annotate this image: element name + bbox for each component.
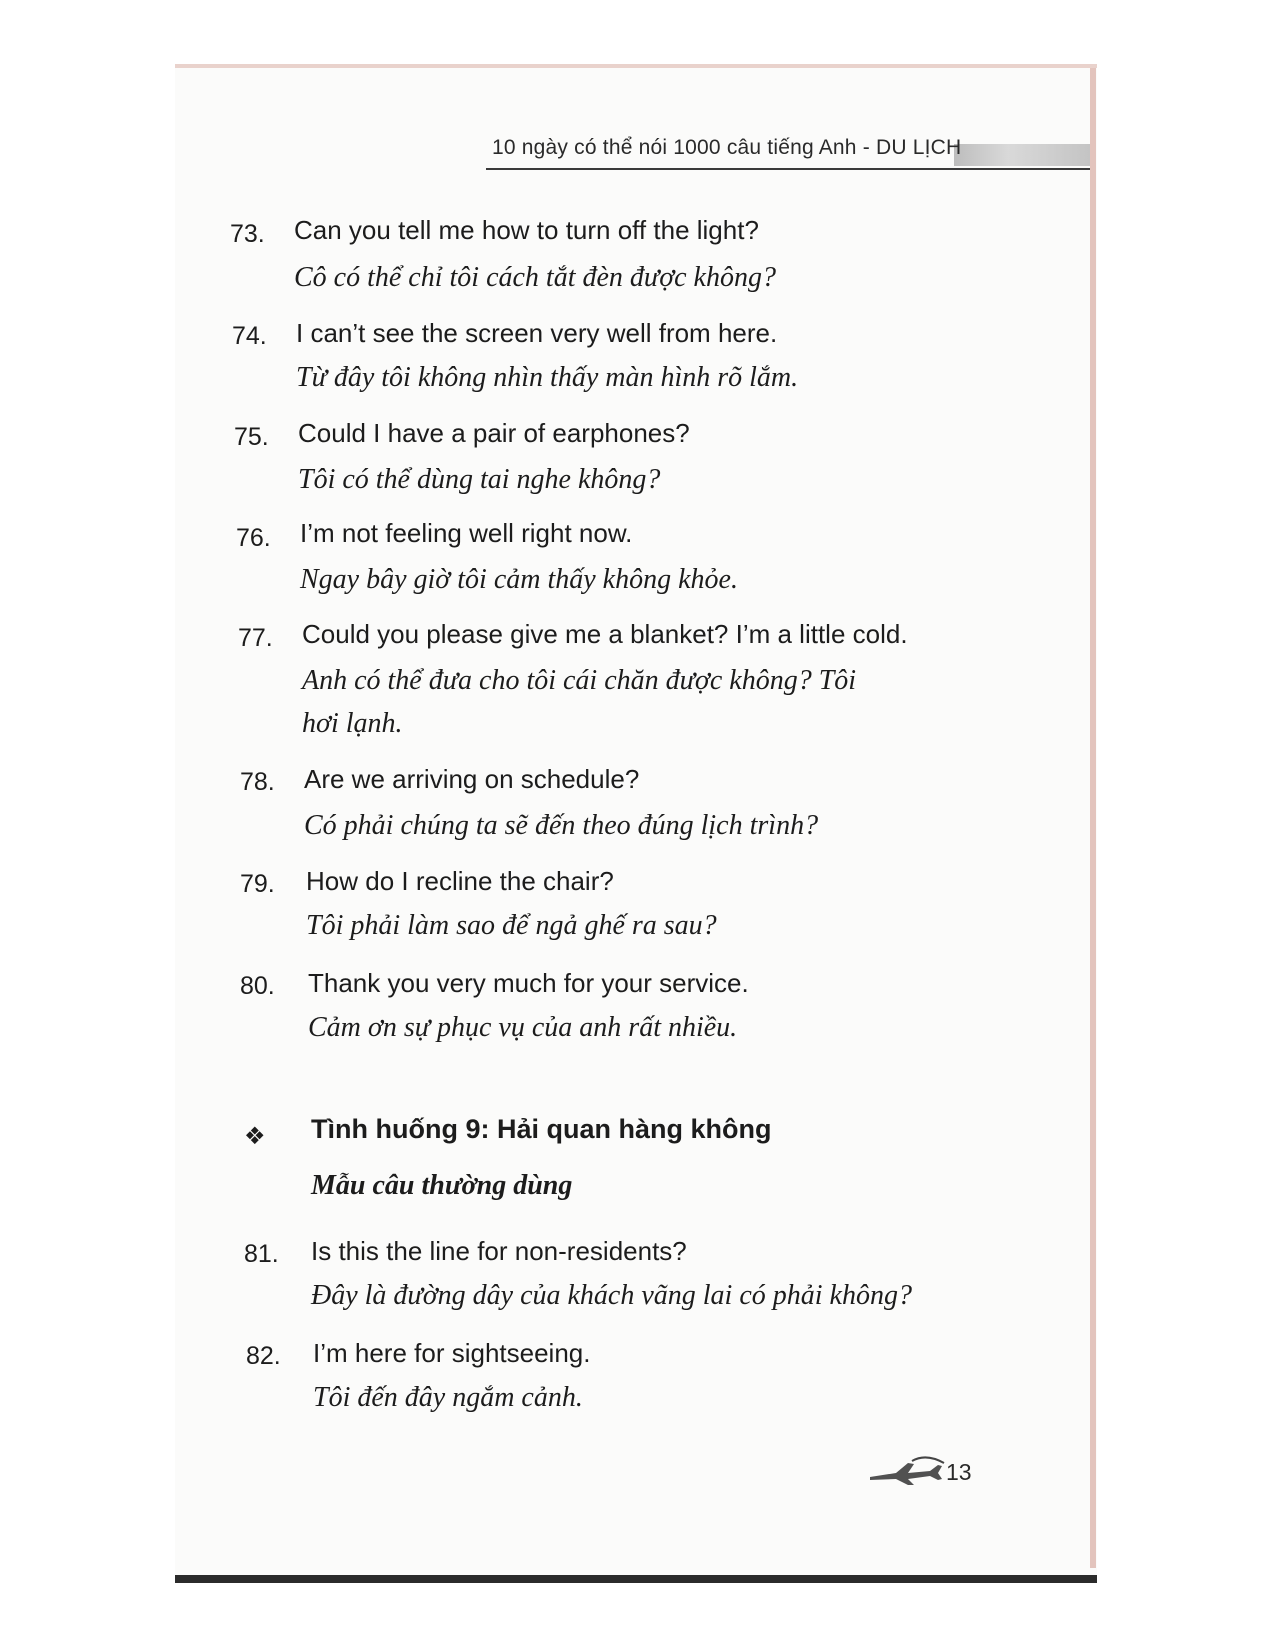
- entry-74-english: I can’t see the screen very well from here.: [296, 318, 778, 348]
- entry-81-number: 81.: [244, 1240, 279, 1268]
- header-tab-decoration: [954, 144, 1090, 166]
- entry-81-english: Is this the line for non-residents?: [311, 1236, 687, 1266]
- entry-76-vietnamese: Ngay bây giờ tôi cảm thấy không khỏe.: [300, 564, 738, 595]
- entry-77-english: Could you please give me a blanket? I’m a little cold.: [302, 619, 908, 649]
- entry-78-number: 78.: [240, 768, 275, 796]
- page-number: 13: [946, 1459, 972, 1485]
- page-right-edge: [1090, 68, 1096, 1568]
- entry-79-number: 79.: [240, 870, 275, 898]
- entry-82-vietnamese: Tôi đến đây ngắm cảnh.: [313, 1382, 583, 1413]
- entry-73-english: Can you tell me how to turn off the light?: [294, 215, 759, 245]
- section-title: Tình huống 9: Hải quan hàng không: [311, 1114, 772, 1144]
- entry-79-english: How do I recline the chair?: [306, 866, 614, 896]
- header-rule: [486, 168, 1090, 170]
- entry-73-vietnamese: Cô có thể chỉ tôi cách tắt đèn được không?: [294, 262, 776, 293]
- entry-77-vietnamese: Anh có thể đưa cho tôi cái chăn được không? Tôi: [302, 665, 857, 696]
- entry-80-english: Thank you very much for your service.: [308, 968, 749, 998]
- page-bottom-edge: [175, 1575, 1097, 1583]
- running-header: 10 ngày có thể nói 1000 câu tiếng Anh - DU LỊCH: [492, 136, 962, 159]
- entry-80-vietnamese: Cảm ơn sự phục vụ của anh rất nhiều.: [308, 1012, 738, 1043]
- entry-76-english: I’m not feeling well right now.: [300, 518, 633, 548]
- page-top-edge: [175, 64, 1097, 68]
- entry-78-vietnamese: Có phải chúng ta sẽ đến theo đúng lịch trình?: [304, 810, 819, 841]
- entry-75-english: Could I have a pair of earphones?: [298, 418, 690, 448]
- airplane-ornament-icon: [868, 1455, 948, 1485]
- entry-82-english: I’m here for sightseeing.: [313, 1338, 591, 1368]
- entry-73-number: 73.: [230, 220, 265, 248]
- entry-76-number: 76.: [236, 524, 271, 552]
- entry-81-vietnamese: Đây là đường dây của khách vãng lai có phải không?: [311, 1280, 912, 1311]
- entry-75-vietnamese: Tôi có thể dùng tai nghe không?: [298, 464, 661, 495]
- entry-79-vietnamese: Tôi phải làm sao để ngả ghế ra sau?: [306, 910, 717, 941]
- section-subtitle: Mẫu câu thường dùng: [311, 1170, 573, 1201]
- entry-75-number: 75.: [234, 423, 269, 451]
- entry-74-number: 74.: [232, 322, 267, 350]
- section-bullet-icon: ❖: [244, 1122, 266, 1150]
- entry-80-number: 80.: [240, 972, 275, 1000]
- entry-74-vietnamese: Từ đây tôi không nhìn thấy màn hình rõ lắm.: [296, 362, 799, 393]
- entry-77-number: 77.: [238, 624, 273, 652]
- entry-82-number: 82.: [246, 1342, 281, 1370]
- entry-77-vietnamese-cont: hơi lạnh.: [302, 708, 403, 739]
- entry-78-english: Are we arriving on schedule?: [304, 764, 640, 794]
